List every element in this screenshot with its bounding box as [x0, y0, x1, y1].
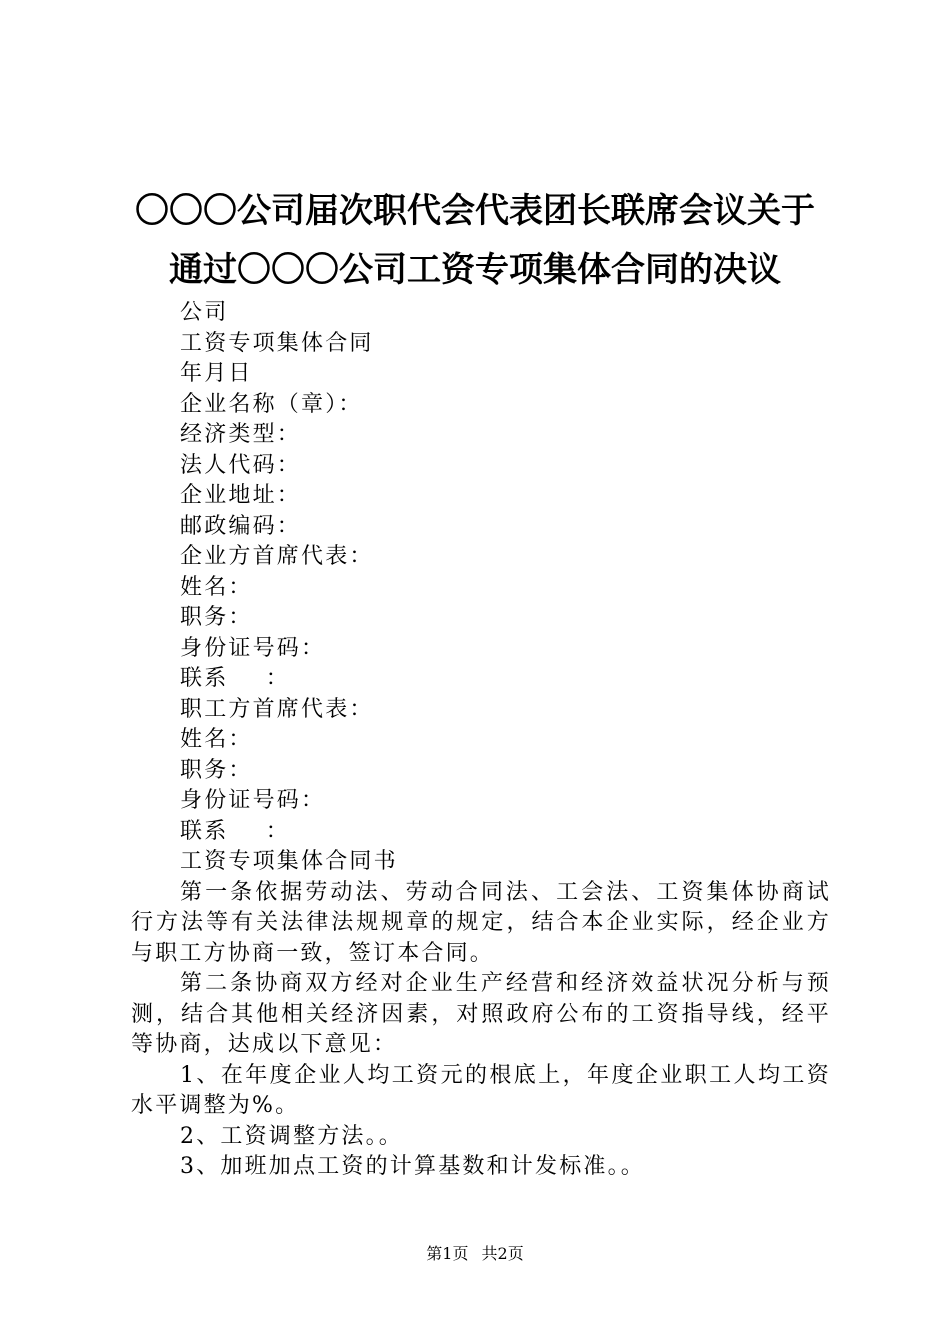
item-2-paragraph: 2、工资调整方法。。 — [180, 1123, 403, 1149]
article-2-paragraph: 第二条协商双方经对企业生产经营和经济效益状况分析与预测，结合其他相关经济因素，对照政府公布的工资指导线，经平等协商，达成以下意见： — [131, 971, 831, 1057]
document-title-line-1: 〇〇〇公司届次职代会代表团长联席会议关于 — [135, 191, 815, 231]
field-id-number: 身份证号码： — [180, 635, 326, 661]
field-enterprise-name: 企业名称（章）： — [180, 391, 363, 417]
section-heading-contract: 工资专项集体合同书 — [180, 849, 398, 874]
field-date: 年月日 — [180, 361, 253, 386]
page-total: 共2页 — [481, 1244, 524, 1263]
article-1-paragraph: 第一条依据劳动法、劳动合同法、工会法、工资集体协商试行方法等有关法律法规规章的规定，结合本企业实际，经企业方与职工方协商一致，签订本合同。 — [131, 879, 831, 966]
field-enterprise-address: 企业地址： — [180, 483, 302, 508]
field-contact: 联系 ： — [180, 818, 291, 844]
field-id-number: 身份证号码： — [180, 788, 326, 813]
item-3-paragraph: 3、加班加点工资的计算基数和计发标准。。 — [180, 1154, 645, 1179]
document-title-line-2: 通过〇〇〇公司工资专项集体合同的决议 — [169, 250, 781, 290]
field-economic-type: 经济类型： — [180, 422, 302, 447]
item-1-paragraph: 1、在年度企业人均工资元的根底上，年度企业职工人均工资水平调整为%。 — [131, 1062, 831, 1118]
field-position: 职务： — [180, 757, 253, 783]
field-postal-code: 邮政编码： — [180, 513, 302, 539]
page-number: 第1页 — [426, 1244, 469, 1263]
field-position: 职务： — [180, 605, 253, 630]
document-body — [131, 298, 831, 1183]
page-footer — [0, 1244, 950, 1264]
field-name: 姓名： — [180, 727, 253, 752]
field-legal-code: 法人代码： — [180, 452, 302, 478]
field-name: 姓名： — [180, 574, 253, 600]
field-contact: 联系 ： — [180, 666, 291, 691]
field-enterprise-representative: 企业方首席代表： — [180, 544, 374, 569]
field-company: 公司 — [180, 300, 229, 325]
field-contract-name: 工资专项集体合同 — [180, 330, 374, 356]
field-employee-representative: 职工方首席代表： — [180, 696, 374, 722]
